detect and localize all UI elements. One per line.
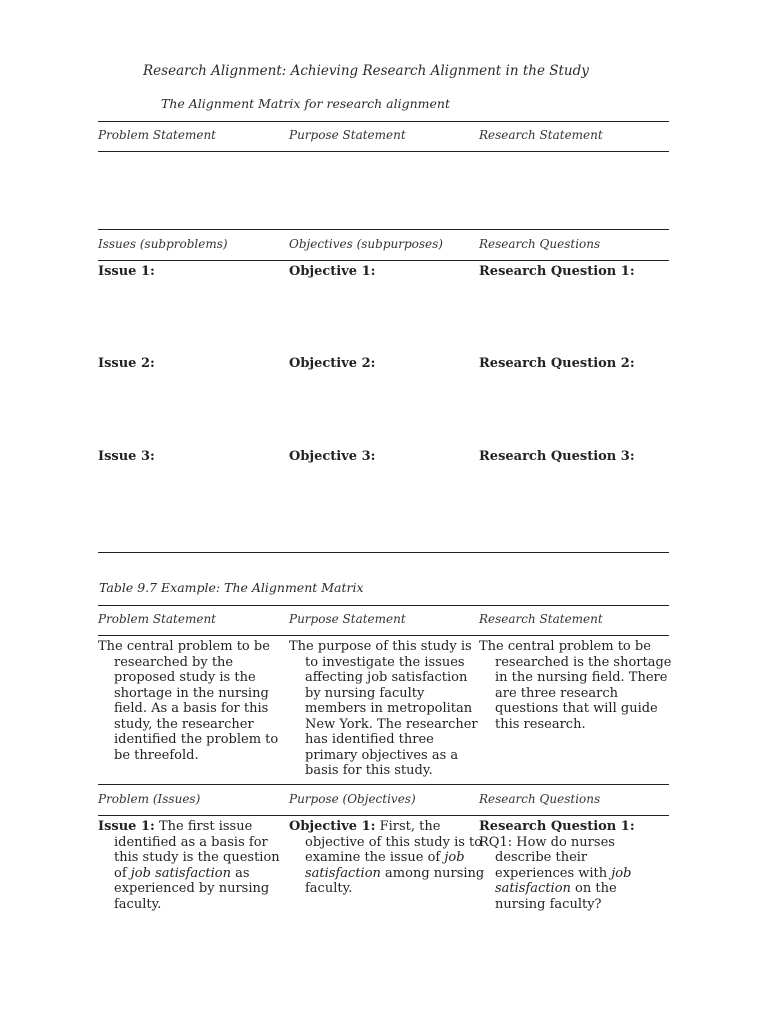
- example-subheader-objectives: Purpose (Objectives): [289, 792, 416, 806]
- matrix-bottom-rule: [98, 552, 669, 553]
- matrix-question-3: Research Question 3:: [479, 449, 635, 464]
- example-subheader-issues: Problem (Issues): [98, 792, 201, 806]
- example-header-research: Research Statement: [479, 612, 603, 626]
- example-question-1: [479, 819, 661, 912]
- example-header-problem: Problem Statement: [98, 612, 217, 626]
- example-objective-1-text-a: First, the objective of this study is to examine the issue of: [305, 819, 483, 865]
- example-question-1-emphasis: job satisfaction: [495, 865, 632, 896]
- matrix-subheader-questions: Research Questions: [479, 237, 601, 251]
- example-objective-1-label: Objective 1:: [289, 819, 376, 834]
- matrix-issue-3: Issue 3:: [98, 449, 155, 464]
- matrix-question-1: Research Question 1:: [479, 264, 635, 279]
- example-subheader-rule: [98, 815, 669, 816]
- matrix-header-rule: [98, 151, 669, 152]
- matrix-subheader-rule: [98, 260, 669, 261]
- example-research-statement: The central problem to be researched is the shortage in the nursing field. There are three research questions that will guide this research.: [479, 639, 672, 732]
- matrix-top-rule: [98, 121, 669, 122]
- example-question-1-text-a: RQ1: How do nurses describe their experiences with: [479, 834, 615, 881]
- example-question-1-body: [479, 835, 661, 913]
- example-issue-1-text-b: as experienced by nursing faculty.: [114, 865, 270, 912]
- matrix-objective-3: Objective 3:: [289, 449, 376, 464]
- example-header-rule: [98, 635, 669, 636]
- example-subheader-top-rule: [98, 784, 669, 785]
- example-issue-1: [98, 819, 290, 912]
- example-question-1-label: Research Question 1:: [479, 819, 635, 834]
- example-objective-1-text-b: among nursing faculty.: [305, 865, 485, 896]
- matrix-objective-1: Objective 1:: [289, 264, 376, 279]
- matrix-header-problem: Problem Statement: [98, 128, 217, 142]
- matrix-objective-2: Objective 2:: [289, 356, 376, 371]
- matrix-subheader-top-rule: [98, 229, 669, 230]
- matrix-subheader-issues: Issues (subproblems): [98, 237, 228, 251]
- example-subheader-questions: Research Questions: [479, 792, 601, 806]
- example-objective-1: [289, 819, 487, 897]
- example-issue-1-text-a: The first issue identified as a basis for this study is the question of: [114, 819, 280, 881]
- matrix-header-purpose: Purpose Statement: [289, 128, 406, 142]
- matrix-issue-1: Issue 1:: [98, 264, 155, 279]
- matrix-title: The Alignment Matrix for research alignment: [161, 96, 450, 111]
- matrix-header-research: Research Statement: [479, 128, 603, 142]
- example-table-title: Table 9.7 Example: The Alignment Matrix: [99, 580, 364, 595]
- example-issue-1-label: Issue 1:: [98, 819, 155, 834]
- matrix-subheader-objectives: Objectives (subpurposes): [289, 237, 443, 251]
- example-objective-1-emphasis: job satisfaction: [305, 850, 465, 881]
- example-top-rule: [98, 605, 669, 606]
- example-question-1-text-b: on the nursing faculty?: [495, 881, 617, 912]
- example-purpose-statement: The purpose of this study is to investigate the issues affecting job satisfaction by nursing faculty members in metropolitan New York. The researcher has identified three primary objectives as a basis for this study.: [289, 639, 478, 778]
- running-head: Research Alignment: Achieving Research Alignment in the Study: [143, 63, 589, 79]
- matrix-question-2: Research Question 2:: [479, 356, 635, 371]
- matrix-issue-2: Issue 2:: [98, 356, 155, 371]
- example-issue-1-emphasis: job satisfaction: [130, 865, 231, 881]
- example-header-purpose: Purpose Statement: [289, 612, 406, 626]
- example-problem-statement: The central problem to be researched by the proposed study is the shortage in the nursing field. As a basis for this study, the researcher identified the problem to be threefold.: [98, 639, 279, 763]
